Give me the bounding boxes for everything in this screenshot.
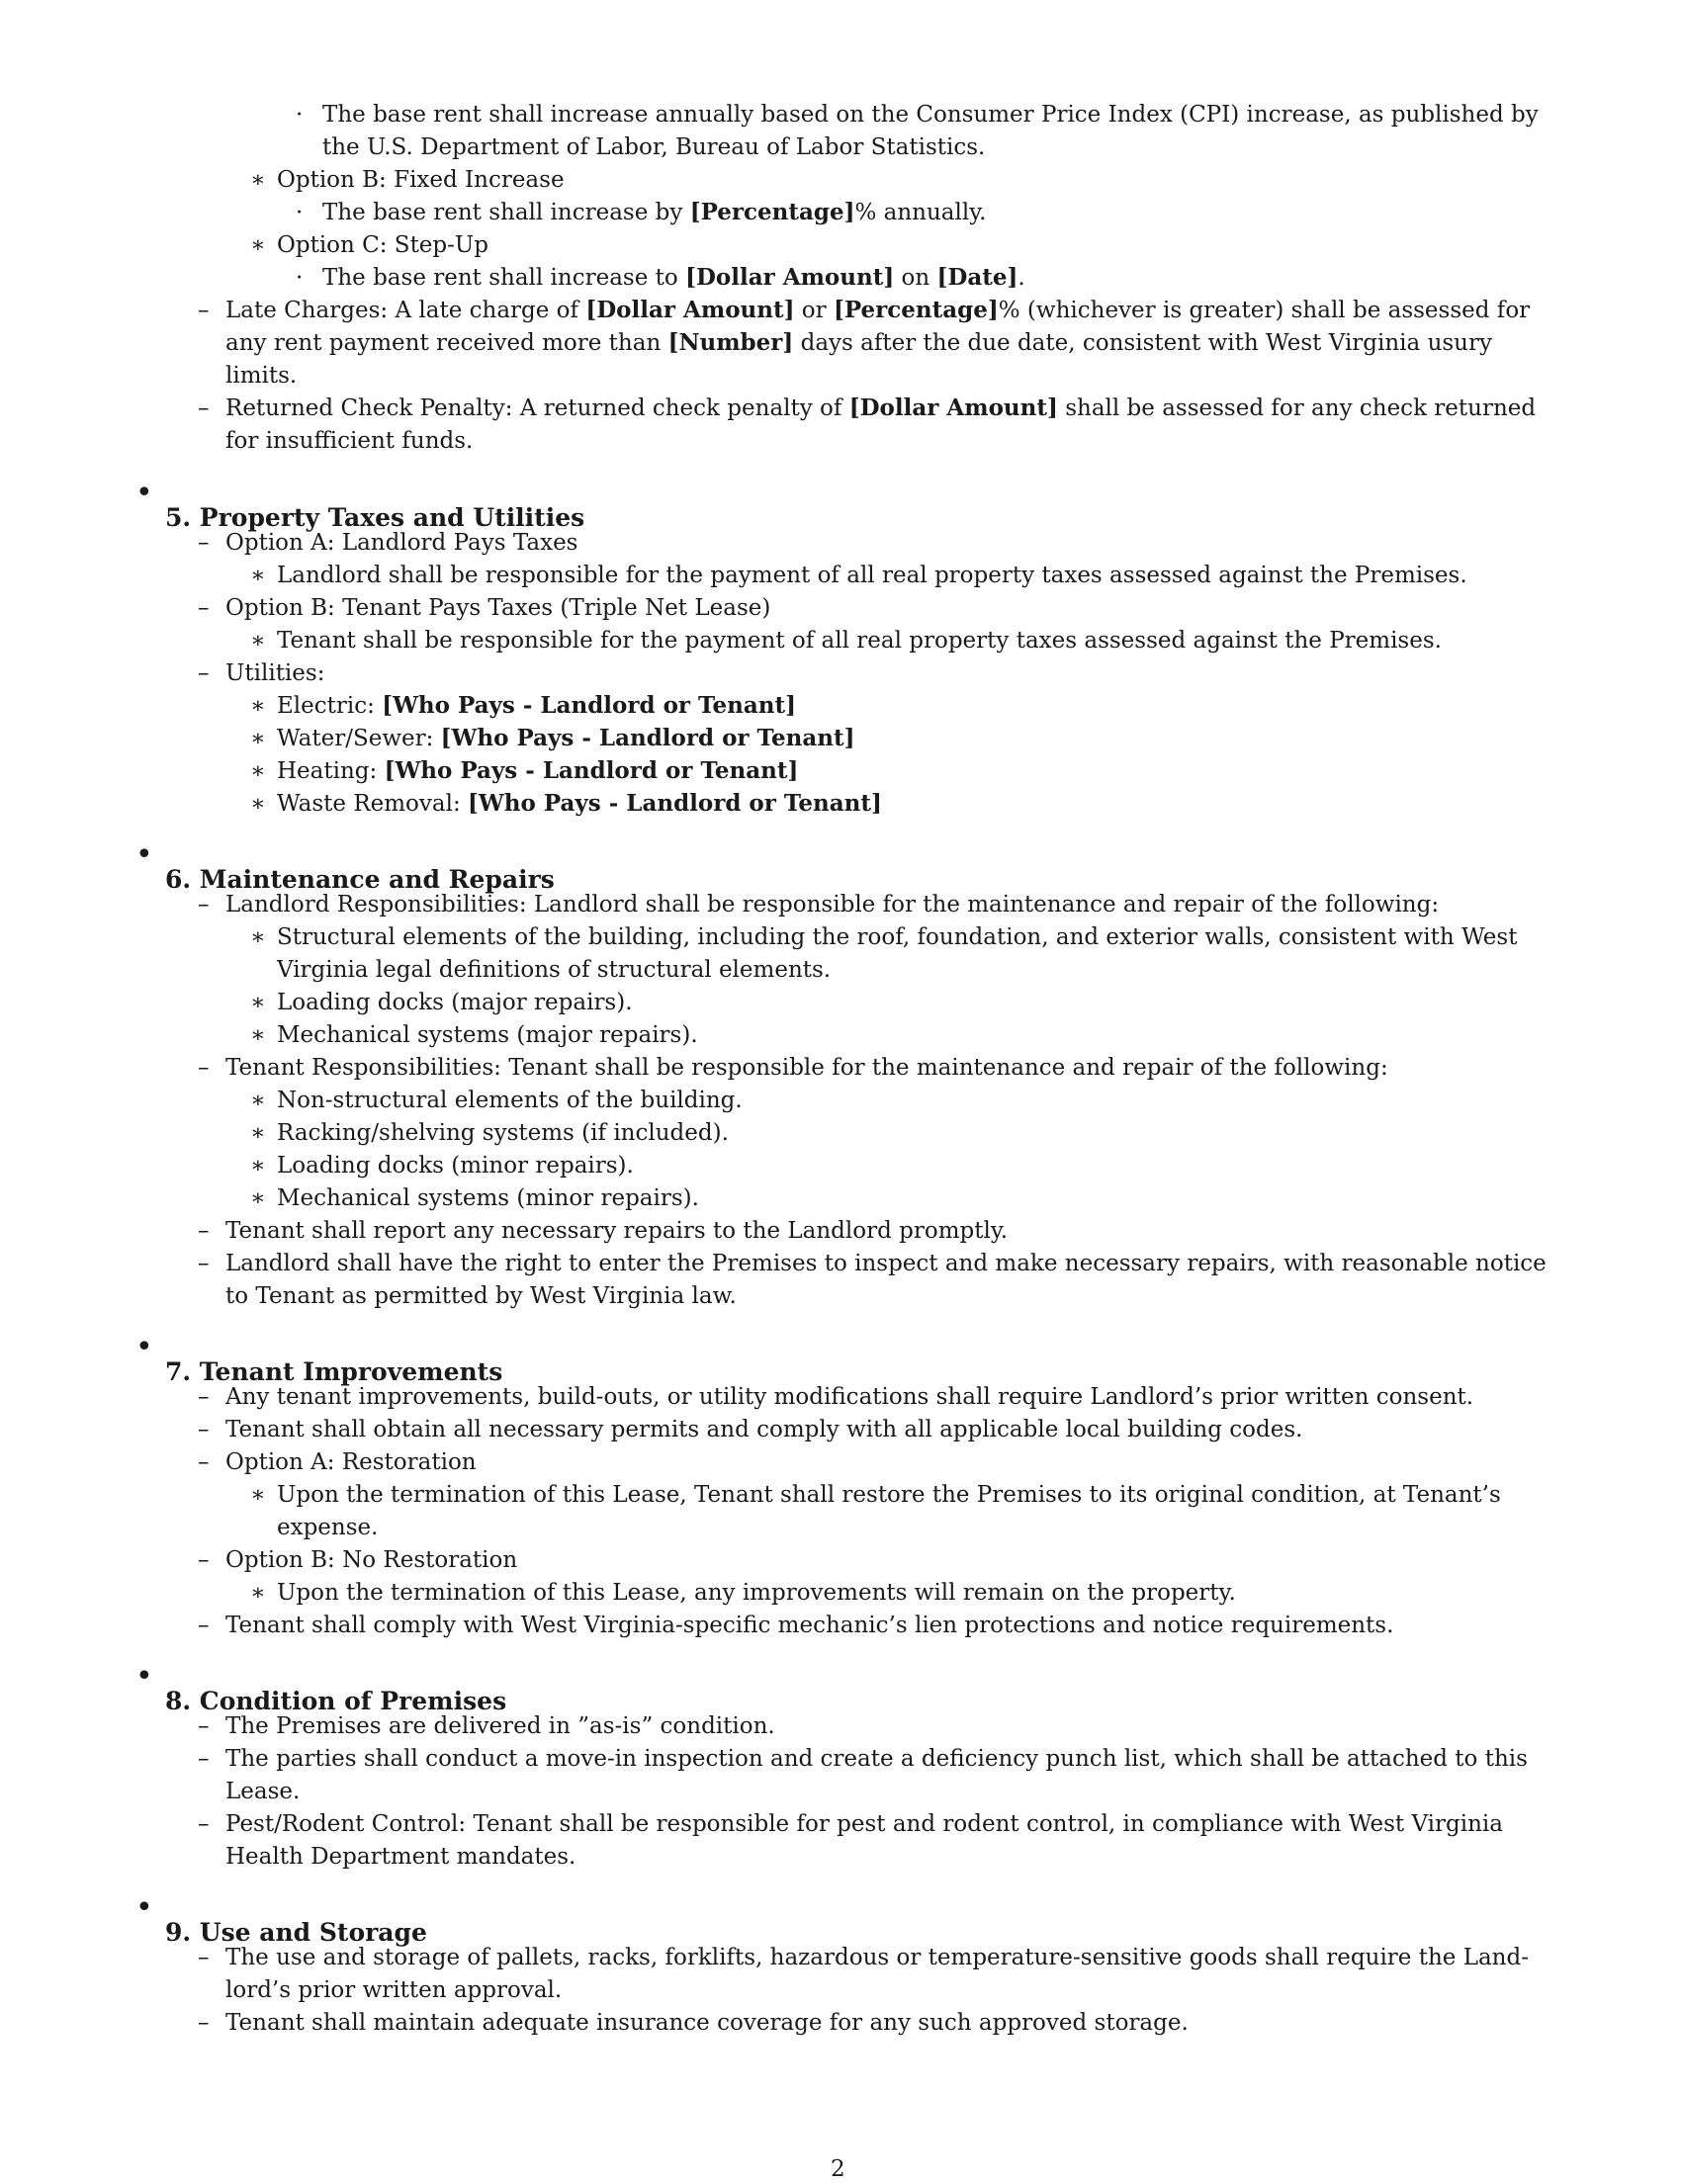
star-marker: ∗ xyxy=(250,1482,266,1508)
star-marker: ∗ xyxy=(250,1022,266,1048)
no-restoration-text: Upon the termination of this Lease, any improvements will remain on the property. xyxy=(277,1580,1236,1606)
bullet-marker: • xyxy=(135,837,153,872)
cpi-line-1: The base rent shall increase annually based on the Consumer Price Index (CPI) increase, as published by xyxy=(322,102,1539,128)
dash-marker: – xyxy=(198,1251,210,1276)
mechanical-major: Mechanical systems (major repairs). xyxy=(277,1022,698,1048)
loading-docks-major: Loading docks (major repairs). xyxy=(277,990,633,1015)
returned-check-line-2: for insufficient funds. xyxy=(225,428,474,454)
dash-marker: – xyxy=(198,1449,210,1475)
cpi-line-2: the U.S. Department of Labor, Bureau of Labor Statistics. xyxy=(322,134,986,160)
dash-marker: – xyxy=(198,892,210,917)
dash-marker: – xyxy=(198,1713,210,1739)
middot-marker: · xyxy=(296,265,304,291)
s5-utilities: Utilities: xyxy=(225,660,325,686)
tenant-responsibilities: Tenant Responsibilities: Tenant shall be responsible for the maintenance and repair of the following: xyxy=(225,1055,1388,1081)
star-marker: ∗ xyxy=(250,1120,266,1146)
racking-shelving: Racking/shelving systems (if included). xyxy=(277,1120,729,1146)
pest-control-line-2: Health Department mandates. xyxy=(225,1844,576,1870)
mechanical-minor: Mechanical systems (minor repairs). xyxy=(277,1185,699,1211)
page-number: 2 xyxy=(831,2156,845,2182)
inspection-line-2: Lease. xyxy=(225,1779,301,1804)
option-c-stepup: Option C: Step-Up xyxy=(277,232,489,258)
star-marker: ∗ xyxy=(250,791,266,817)
non-structural: Non-structural elements of the building. xyxy=(277,1088,743,1113)
loading-docks-minor: Loading docks (minor repairs). xyxy=(277,1153,634,1179)
s5-option-a: Option A: Landlord Pays Taxes xyxy=(225,530,578,556)
star-marker: ∗ xyxy=(250,1153,266,1179)
permits-codes: Tenant shall obtain all necessary permits and comply with all applicable local building codes. xyxy=(225,1417,1303,1442)
star-marker: ∗ xyxy=(250,758,266,784)
dash-marker: – xyxy=(198,595,210,621)
storage-insurance: Tenant shall maintain adequate insurance coverage for any such approved storage. xyxy=(225,2010,1189,2036)
dash-marker: – xyxy=(198,395,210,421)
right-to-enter-line-1: Landlord shall have the right to enter the Premises to inspect and make necessary repairs, with reasonable notice xyxy=(225,1251,1547,1276)
structural-line-1: Structural elements of the building, including the roof, foundation, and exterior walls, consistent with West xyxy=(277,924,1518,950)
pest-control-line-1: Pest/Rodent Control: Tenant shall be responsible for pest and rodent control, in compliance with West Virginia xyxy=(225,1811,1503,1837)
star-marker: ∗ xyxy=(250,232,266,258)
dash-marker: – xyxy=(198,1613,210,1638)
s7-option-b: Option B: No Restoration xyxy=(225,1547,518,1573)
bullet-marker: • xyxy=(135,1659,153,1694)
improvements-consent: Any tenant improvements, build-outs, or utility modifications shall require Landlord’s prior written consent. xyxy=(225,1384,1474,1410)
inspection-line-1: The parties shall conduct a move-in inspection and create a deficiency punch list, which shall be attached to this xyxy=(225,1746,1528,1772)
utility-heating: Heating: [Who Pays - Landlord or Tenant] xyxy=(277,757,799,784)
star-marker: ∗ xyxy=(250,990,266,1015)
dash-marker: – xyxy=(198,1746,210,1772)
section-9-heading: 9. Use and Storage xyxy=(165,1918,427,1947)
dash-marker: – xyxy=(198,530,210,556)
star-marker: ∗ xyxy=(250,693,266,719)
landlord-responsibilities: Landlord Responsibilities: Landlord shall be responsible for the maintenance and repair of the following: xyxy=(225,892,1440,917)
structural-line-2: Virginia legal definitions of structural elements. xyxy=(277,957,832,983)
s5-option-b-text: Tenant shall be responsible for the payment of all real property taxes assessed against the Premises. xyxy=(277,628,1442,654)
utility-waste-removal: Waste Removal: [Who Pays - Landlord or Tenant] xyxy=(277,790,882,817)
s7-option-a: Option A: Restoration xyxy=(225,1449,477,1475)
star-marker: ∗ xyxy=(250,1580,266,1606)
report-repairs: Tenant shall report any necessary repairs to the Landlord promptly. xyxy=(225,1218,1009,1244)
option-b-fixed: Option B: Fixed Increase xyxy=(277,167,565,193)
utility-water-sewer: Water/Sewer: [Who Pays - Landlord or Tenant] xyxy=(277,725,855,751)
restoration-line-1: Upon the termination of this Lease, Tenant shall restore the Premises to its original condition, at Tenant’s xyxy=(277,1482,1501,1508)
star-marker: ∗ xyxy=(250,726,266,751)
late-charges-line-3: limits. xyxy=(225,363,298,389)
bullet-marker: • xyxy=(135,1330,153,1364)
option-b-text: The base rent shall increase by [Percentage]% annually. xyxy=(322,199,987,225)
s5-option-b: Option B: Tenant Pays Taxes (Triple Net Lease) xyxy=(225,595,771,621)
bullet-marker: • xyxy=(135,1890,153,1925)
section-7-heading: 7. Tenant Improvements xyxy=(165,1357,503,1386)
dash-marker: – xyxy=(198,298,210,323)
option-c-text: The base rent shall increase to [Dollar Amount] on [Date]. xyxy=(322,264,1025,291)
dash-marker: – xyxy=(198,1547,210,1573)
bullet-marker: • xyxy=(135,476,153,510)
right-to-enter-line-2: to Tenant as permitted by West Virginia law. xyxy=(225,1283,737,1309)
star-marker: ∗ xyxy=(250,1185,266,1211)
s5-option-a-text: Landlord shall be responsible for the payment of all real property taxes assessed against the Premises. xyxy=(277,563,1467,588)
dash-marker: – xyxy=(198,660,210,686)
middot-marker: · xyxy=(296,102,304,128)
restoration-line-2: expense. xyxy=(277,1515,379,1540)
dash-marker: – xyxy=(198,1417,210,1442)
star-marker: ∗ xyxy=(250,167,266,193)
mechanics-lien: Tenant shall comply with West Virginia-specific mechanic’s lien protections and notice requirements. xyxy=(225,1613,1394,1638)
late-charges-line-1: Late Charges: A late charge of [Dollar Amount] or [Percentage]% (whichever is greater) shall be assessed for xyxy=(225,297,1531,323)
storage-line-1: The use and storage of pallets, racks, forklifts, hazardous or temperature-sensitive goods shall require the Land- xyxy=(225,1945,1529,1970)
dash-marker: – xyxy=(198,1384,210,1410)
late-charges-line-2: any rent payment received more than [Number] days after the due date, consistent with West Virginia usury xyxy=(225,329,1492,356)
dash-marker: – xyxy=(198,1218,210,1244)
dash-marker: – xyxy=(198,1945,210,1970)
as-is-condition: The Premises are delivered in ”as-is” condition. xyxy=(225,1713,775,1739)
dash-marker: – xyxy=(198,1811,210,1837)
section-5-heading: 5. Property Taxes and Utilities xyxy=(165,503,585,532)
utility-electric: Electric: [Who Pays - Landlord or Tenant] xyxy=(277,692,797,719)
storage-line-2: lord’s prior written approval. xyxy=(225,1977,563,2003)
dash-marker: – xyxy=(198,1055,210,1081)
dash-marker: – xyxy=(198,2010,210,2036)
star-marker: ∗ xyxy=(250,563,266,588)
star-marker: ∗ xyxy=(250,924,266,950)
star-marker: ∗ xyxy=(250,1088,266,1113)
returned-check-line-1: Returned Check Penalty: A returned check penalty of [Dollar Amount] shall be assessed for any check returned xyxy=(225,394,1537,421)
middot-marker: · xyxy=(296,200,304,225)
star-marker: ∗ xyxy=(250,628,266,654)
section-6-heading: 6. Maintenance and Repairs xyxy=(165,865,555,894)
section-8-heading: 8. Condition of Premises xyxy=(165,1687,507,1715)
